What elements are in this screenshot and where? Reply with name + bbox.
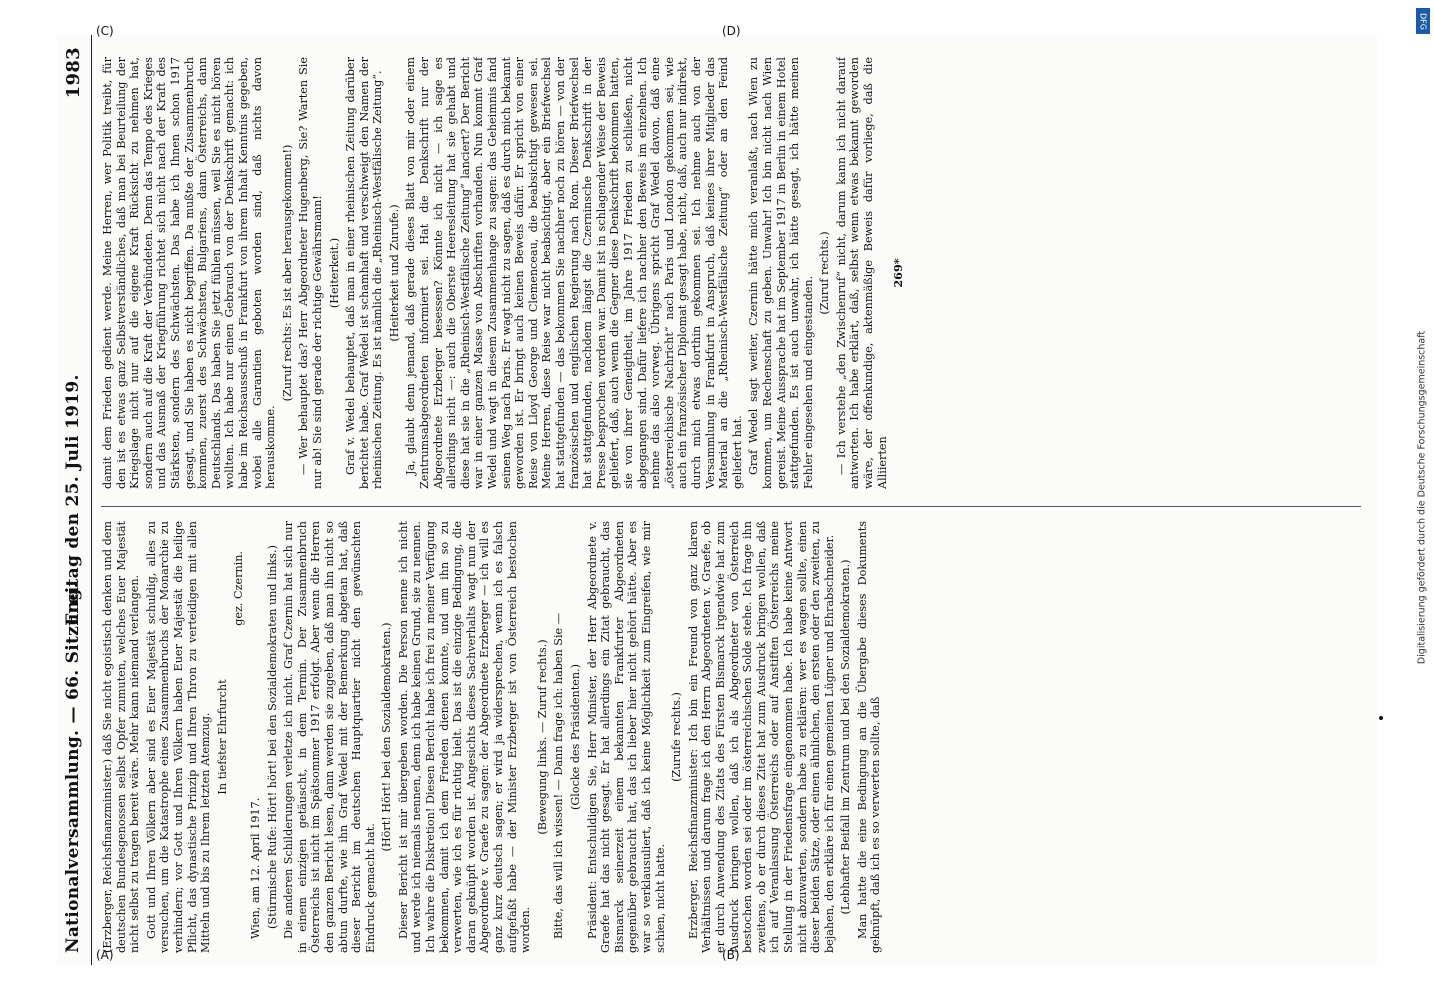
left-p6: (Stürmische Rufe: Hört! hört! bei den Sozialdemokraten und links.) [265,545,279,929]
header-date: Freitag den 25. Juli 1919. [63,374,83,626]
credit-text: Digitalisierung gefördert durch die Deutsche Forschungsgemeinschaft [1416,330,1428,665]
right-column [101,57,1361,489]
left-p14: (Zurufe rechts.) [670,692,684,782]
right-p8: Graf Wedel sagt weiter, Czernin hätte mich veranlaßt, nach Wien zu kommen, um Rechenschaft zu geben. Unwahr! Ich bin nicht nach Wien gereist. Meine Aussprache hat im September 1917 in Berlin in einem Hotel stattgefunden. Es ist auch unwahr, ich hätte gesagt, ich hätte meinen Fehler eingesehen und eingestanden. [747,57,815,489]
newspaper-page [57,35,1377,965]
right-p3: — Wer behauptet das? Herr Abgeordneter Hugenberg, Sie? Warten Sie nur ab! Sie sind gerade der richtige Gewährsmann! [297,57,324,489]
right-p1: damit dem Frieden gedient werde. Meine Herren, wer Politik treibt, für den ist es etwas ganz Selbstverständliches, daß man bei Beurteilung der Kriegslage nicht nur auf die eigene Kraft Rücksicht zu nehmen hat, sondern auch auf die Kraft der Verbündeten. Denn das Tempo des Krieges und das Ausmaß der Kriegführung richtet sich nicht nach der Kraft des Stärksten, sondern des Schwächsten. Das habe ich Ihnen schon 1917 gesagt, und Sie haben es nicht begriffen. Da mußte der Zusammenbruch kommen, zuerst des Schwächsten, Bulgariens, dann Österreichs, dann Deutschlands. Das haben Sie jetzt fühlen müssen, weil Sie es nicht hören wollten. Ich habe nur einen Gebrauch von der Denkschrift gemacht: ich habe im Reichsausschuß in Frankfurt von ihrem Inhalt Kenntnis gegeben, wobei alle Garantien geboten worden sind, daß nichts davon herauskomme. [101,57,278,489]
left-p8: (Hört! Hört! bei den Sozialdemokraten.) [380,622,394,852]
left-p10: (Bewegung links. — Zuruf rechts.) [535,639,549,835]
dfg-logo: DFG [1416,8,1430,34]
column-divider [101,506,1361,507]
header-rule [91,35,92,965]
page-number: 1983 [63,47,84,99]
left-p5: Wien, am 12. April 1917. [248,797,262,939]
left-p3: In tiefster Ehrfurcht [215,679,229,795]
marker-a: (A) [96,948,114,962]
left-p13: Präsident: Entschuldigen Sie, Herr Minister, der Herr Abgeordnete v. Graefe hat das nicht gesagt. Er hat allerdings ein Zitat gebraucht, das Bismarck seinerzeit einem bekannten Frankfurter Abgeordneten gegenüber gebraucht hat, das ich lieber hier nicht gehört hätte. Aber es war so verklausuliert, daß ich keine Möglichkeit zum Eingreifen, wie mir schien, nicht hatte. [585,521,667,953]
page-header [57,35,91,965]
right-p6: (Heiterkeit und Zurufe.) [387,204,401,342]
left-p12: (Glocke des Präsidenten.) [569,664,582,811]
right-p9: (Zuruf rechts.) [818,231,832,315]
left-signature: gez. Czernin. [232,551,246,626]
right-p7: Ja, glaubt denn jemand, daß gerade dieses Blatt von mir oder einem Zentrumsabgeordneten informiert sei. Hat die Denkschrift nur der Abgeordnete Erzberger besessen? Könnte ich nicht — ich sage es allerdings nicht —: auch die Oberste Heeresleitung hat sie gehabt und diese hat sie in die „Rheinisch-Westfälische Zeitung“ lanciert? Der Bericht war in einer ganzen Masse von Abschriften vorhanden. Nun kommt Graf Wedel und wagt in diesem Zusammenhange zu sagen: das Geheimnis fand seinen Weg nach Paris. Er wagt nicht zu sagen, daß es durch mich bekannt geworden ist. Er bringt auch keinen Beweis dafür. Er spricht von einer Reise von Lloyd George und Clemenceau, die beabsichtigt gewesen sei. Meine Herren, diese Reise war nicht beabsichtigt, aber ein Briefwechsel hat stattgefunden — das bekommen Sie nachher noch zu hören — von der französischen und englischen Regierung nach Rom. Dieser Briefwechsel hat stattgefunden, nachdem längst die Czerninsche Denkschrift in der Presse besprochen worden war. Damit ist in schlagender Weise der Beweis geliefert, daß, auch wenn die Gegner diese Denkschrift bekommen hatten, sie von ihrer Geneigtheit, im Jahre 1917 Frieden zu schließen, nicht abgegangen sind. Dafür liefere ich nachher den Beweis im einzelnen. Ich nehme das also vorweg. Übrigens spricht Graf Wedel davon, daß eine „österreichische Nachricht“ nach Paris und London gekommen sei, wie auch ein französischer Diplomat gesagt habe, nicht, daß, auch nur indirekt, durch mich etwas dorthin gekommen sei. Ich nehme auch von der Versammlung in Frankfurt in Anspruch, daß keines ihrer Mitglieder das Material an die „Rheinisch-Westfälische Zeitung“ oder an den Feind geliefert hat. [404,57,744,489]
ink-dot [1379,716,1383,720]
right-p2: (Zuruf rechts: Es ist aber herausgekommen!) [280,144,294,402]
left-p17: Man hatte die eine Bedingung an die Übergabe dieses Dokuments geknüpft, daß ich es so verwerten sollte, daß [855,521,883,953]
left-p9: Dieser Bericht ist mir übergeben worden. Die Person nenne ich nicht und werde ich niemals nennen, denn ich habe keinen Grund, sie zu nennen. Ich wahre die Diskretion! Diesen Bericht habe ich frei zu meiner Verfügung bekommen, damit ich dem Frieden dienen konnte, und um ihn so zu verwerten, wie ich es für richtig hielt. Das ist die einzige Bedingung, die daran geknüpft worden ist. Angesichts dieses Sachverhalts wagt nun der Abgeordnete v. Graefe zu sagen: der Abgeordnete Erzberger — ich will es ganz kurz deutsch sagen; er wird ja widersprechen, wenn ich es falsch aufgefaßt habe — der Minister Erzberger ist von Österreich bestochen worden. [396,521,533,953]
digitization-credit [1412,8,1432,992]
right-p4: (Heiterkeit.) [327,237,341,309]
marker-b: (B) [722,948,740,962]
left-p15: Erzberger, Reichsfinanzminister: Ich bin ein Freund von ganz klaren Verhältnissen und darum frage ich den Herrn Abgeordneten v. Graefe, ob er durch Anwendung des Zitats des Fürsten Bismarck irgendwie hat zum Ausdruck bringen wollen, daß ich als Abgeordneter von Österreich bestochen worden sei oder im österreichischen Solde stehe. Ich frage ihn zweitens, ob er durch dieses Zitat hat zum Ausdruck bringen wollen, daß ich auf Veranlassung Österreichs oder auf Anstiften Österreichs meine Stellung in der Friedensfrage eingenommen habe. Ich habe keine Antwort nicht abzuwarten, sondern habe zu erklären: wer es wagen sollte, einen dieser beiden Sätze, oder einen ähnlichen, den ersten oder den zweiten, zu bejahen, den erkläre ich für einen gemeinen Lügner und Ehrabschneider. [686,521,836,953]
marker-c: (C) [96,24,114,38]
left-p11: Bitte, das will ich wissen! — Dann frage ich: haben Sie — [552,613,566,939]
left-p7: Die anderen Schilderungen verletze ich nicht. Graf Czernin hat sich nur in einem einzigen getäuscht, in dem Termin. Der Zusammenbruch Österreichs ist nicht im Spätsommer 1917 erfolgt. Aber wenn die Herren den ganzen Bericht lesen, dann werden sie zugeben, daß man ihn nicht so abtun durfte, wie ihn Graf Wedel mit der Bemerkung abgetan hat, daß dieser Bericht im deutschen Hauptquartier nicht den gewünschten Eindruck gemacht hat. [282,521,377,953]
left-column [101,521,1361,953]
right-p10: — Ich verstehe „den Zwischenruf“ nicht, darum kann ich nicht darauf antworten. Ich habe erklärt, daß, selbst wenn etwas bekannt geworden wäre, der offenkundige, aktenmäßige Beweis dafür vorliege, daß die Alliierten [834,57,889,489]
header-left: Nationalversammlung. — 66. Sitzung. [63,582,83,953]
left-p1: (Erzberger, Reichsfinanzminister.) daß Sie nicht egoistisch denken und dem deutschen Bundesgenossen selbst Opfer zumuten, welches Euer Majestät nicht selbst zu tragen bereit wäre. Mehr kann niemand verlangen. [101,521,142,953]
marker-d: (D) [722,24,741,38]
left-p2: Gott und Ihren Völkern aber sind es Euer Majestät schuldig, alles zu versuchen, um die Katastrophe eines Zusammenbruchs der Monarchie zu verhindern; vor Gott und Ihren Völkern haben Euer Majestät die heilige Pflicht, das dynastische Prinzip und Ihren Thron zu verteidigen mit allen Mitteln und bis zu Ihrem letzten Atemzug. [144,521,213,953]
signature-number: 269* [891,258,906,288]
left-p16: (Lebhafter Beifall im Zentrum und bei den Sozialdemokraten.) [839,559,853,915]
right-p5: Graf v. Wedel behauptet, daß man in einer rheinischen Zeitung darüber berichtet habe. Graf Wedel ist schamhaft und verschweigt den Namen der rheinischen Zeitung. Es ist nämlich die „Rheinisch-Westfälische Zeitung“. [344,57,385,489]
